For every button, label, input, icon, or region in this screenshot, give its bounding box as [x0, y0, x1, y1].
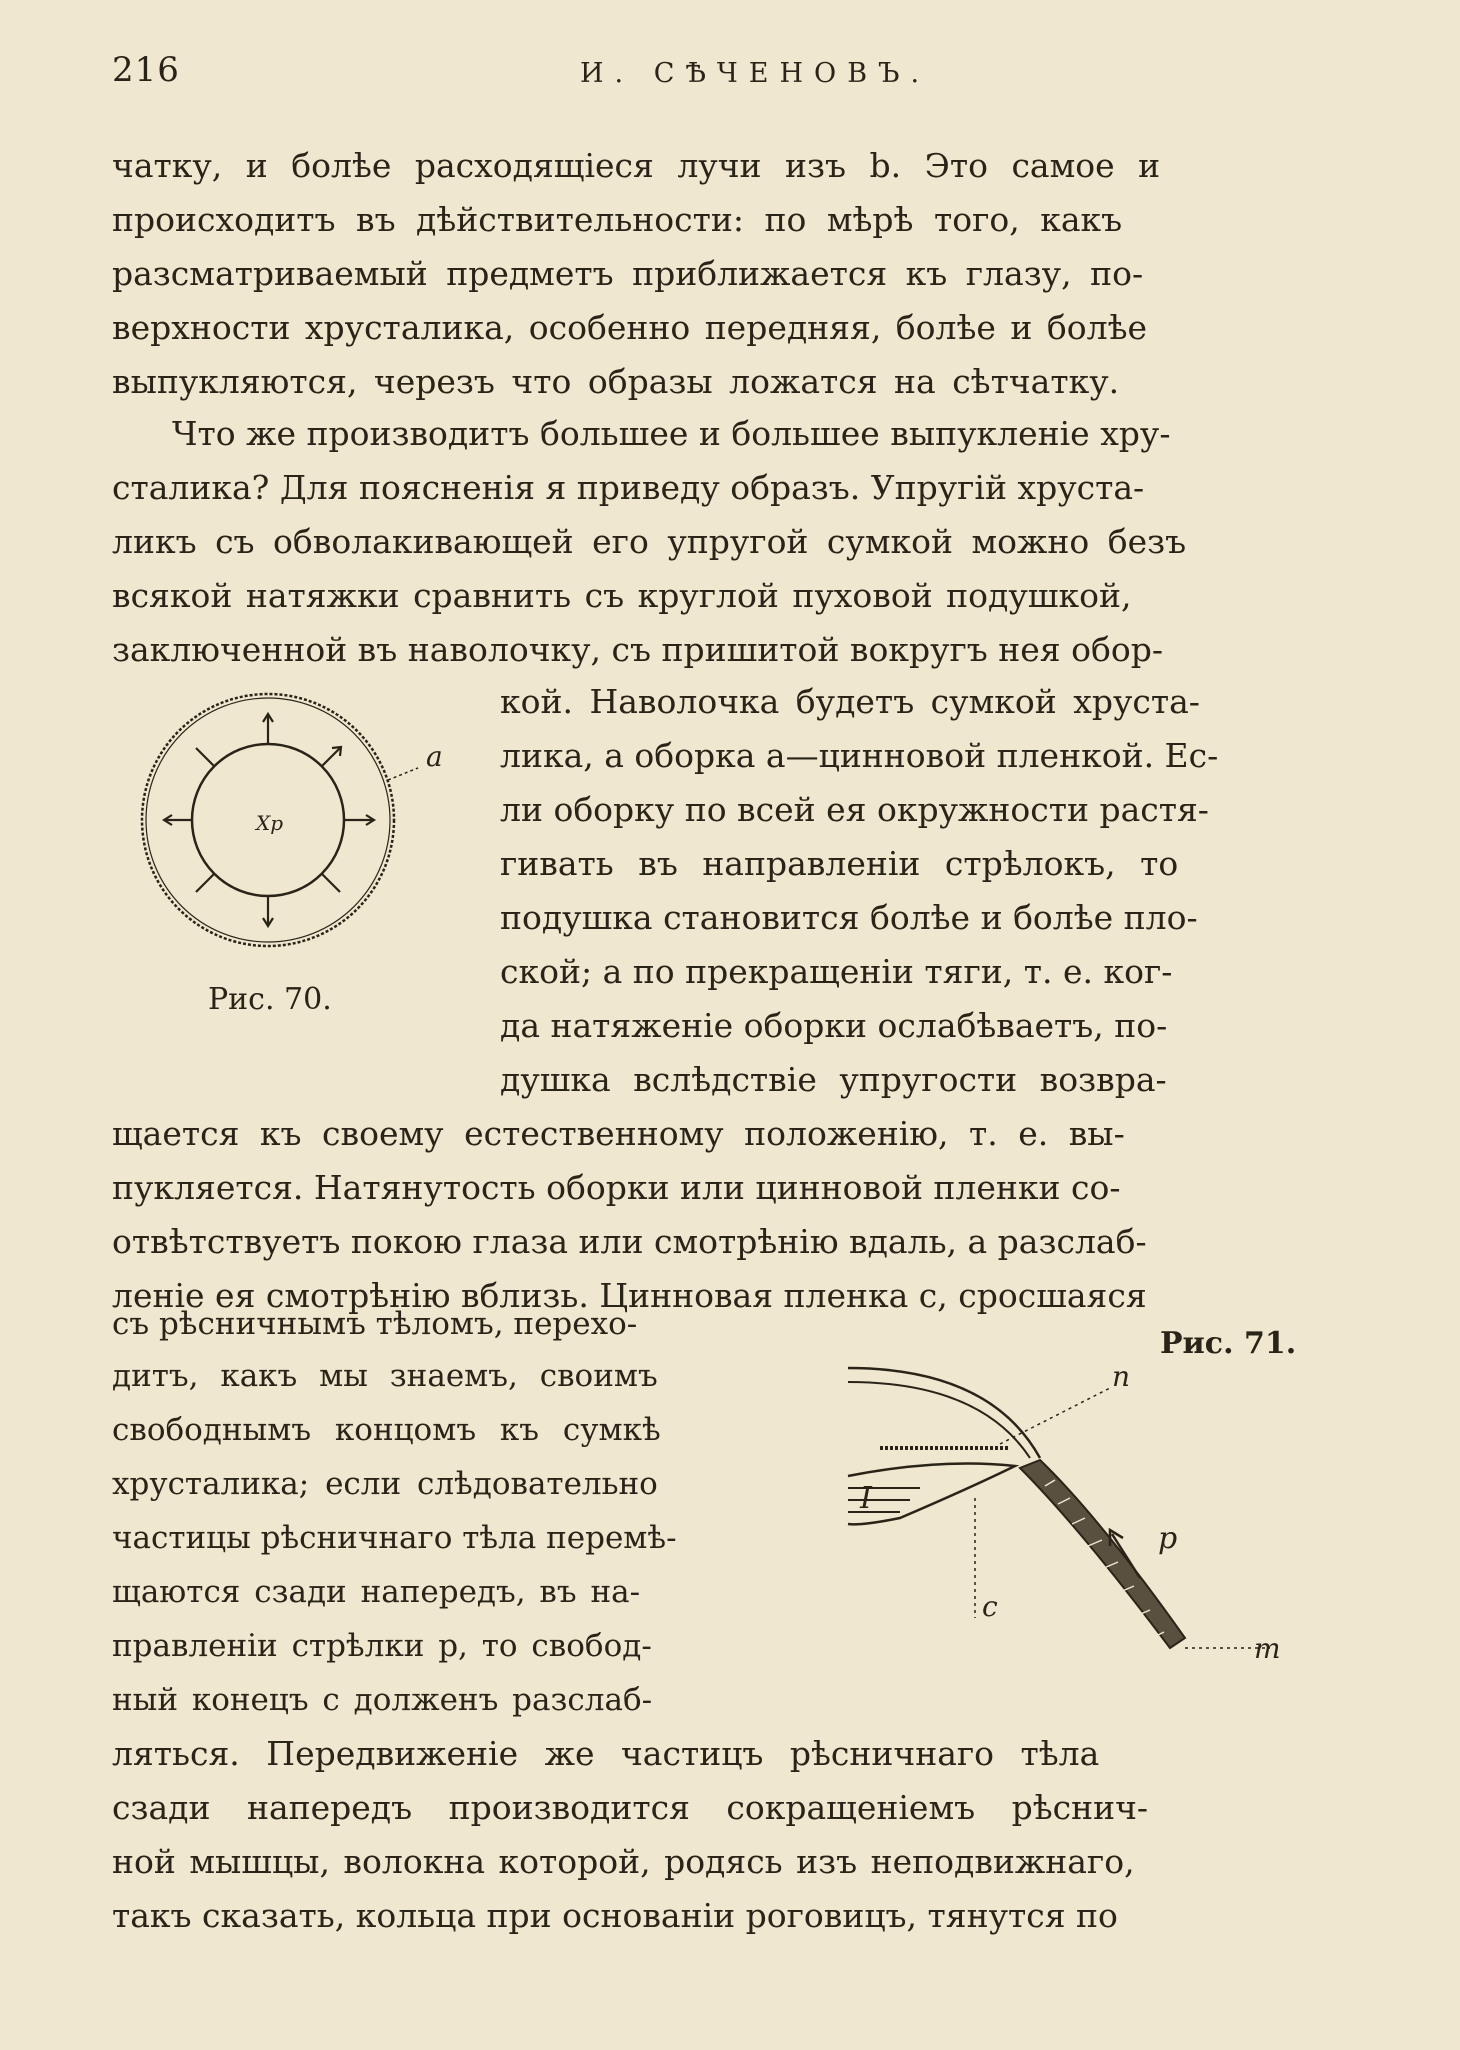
- text-line: такъ сказать, кольца при основаніи роговицъ, тянутся по: [112, 1896, 1118, 1935]
- text-line: ляться. Передвиженіе же частицъ рѣсничнаго тѣла: [112, 1734, 1100, 1773]
- label-p: p: [1158, 1521, 1178, 1556]
- text-line: всякой натяжки сравнить съ круглой пуховой подушкой,: [112, 576, 1132, 615]
- label-center: Хр: [256, 811, 284, 835]
- text-line: да натяженіе оборки ослабѣваетъ, по-: [500, 1006, 1168, 1045]
- text-line: заключенной въ наволочку, съ пришитой вокругъ нея обор-: [112, 630, 1163, 669]
- text-line: отвѣтствуетъ покою глаза или смотрѣнію вдаль, а разслаб-: [112, 1222, 1147, 1261]
- text-line: щается къ своему естественному положенію, т. е. вы-: [112, 1114, 1125, 1153]
- text-line: кой. Наволочка будетъ сумкой хруста-: [500, 682, 1200, 721]
- text-line: происходитъ въ дѣйствительности: по мѣрѣ того, какъ: [112, 200, 1123, 239]
- text-line: верхности хрусталика, особенно передняя, болѣе и болѣе: [112, 308, 1148, 347]
- text-line: частицы рѣсничнаго тѣла перемѣ-: [112, 1520, 677, 1556]
- text-line: ли оборку по всей ея окружности растя-: [500, 790, 1209, 829]
- text-line: ликъ съ обволакивающей его упругой сумкой можно безъ: [112, 522, 1187, 561]
- text-line: душка вслѣдствіе упругости возвра-: [500, 1060, 1167, 1099]
- pointer-a: [388, 768, 418, 780]
- text-line: гивать въ направленіи стрѣлокъ, то: [500, 844, 1179, 883]
- text-line: ской; а по прекращеніи тяги, т. е. ког-: [500, 952, 1173, 991]
- text-line: чатку, и болѣе расходящіеся лучи изъ b. Это самое и: [112, 146, 1161, 185]
- text-line: ный конецъ c долженъ разслаб-: [112, 1682, 653, 1718]
- text-line: лика, а оборка a—цинновой пленкой. Ес-: [500, 736, 1219, 775]
- label-m: m: [1254, 1632, 1281, 1665]
- figure-71-diagram: [840, 1348, 1310, 1688]
- text-line: выпукляются, черезъ что образы ложатся на сѣтчатку.: [112, 362, 1120, 401]
- text-line: ной мышцы, волокна которой, родясь изъ неподвижнаго,: [112, 1842, 1135, 1881]
- text-line: сталика? Для поясненія я приведу образъ. Упругій хруста-: [112, 468, 1145, 507]
- label-n: n: [1112, 1360, 1131, 1393]
- text-line: разсматриваемый предметъ приближается къ глазу, по-: [112, 254, 1144, 293]
- running-title: И. СѢЧЕНОВЪ.: [580, 58, 931, 89]
- label-c: c: [982, 1590, 998, 1623]
- figure-70-diagram: [118, 680, 448, 960]
- text-line: правленіи стрѣлки p, то свобод-: [112, 1628, 652, 1664]
- text-line: дитъ, какъ мы знаемъ, своимъ: [112, 1358, 658, 1394]
- text-line: пукляется. Натянутость оборки или цинновой пленки со-: [112, 1168, 1121, 1207]
- text-line: подушка становится болѣе и болѣе пло-: [500, 898, 1198, 937]
- page-number: 216: [112, 50, 180, 90]
- svg-text:I: I: [860, 1481, 872, 1516]
- label-a: a: [426, 740, 443, 773]
- text-line: съ рѣсничнымъ тѣломъ, перехо-: [112, 1306, 638, 1342]
- text-line: хрусталика; если слѣдовательно: [112, 1466, 658, 1502]
- figure-70-caption: Рис. 70.: [208, 982, 332, 1017]
- text-line: щаются сзади напередъ, въ на-: [112, 1574, 641, 1610]
- text-line: леніе ея смотрѣнію вблизь. Цинновая пленка c, сросшаяся: [112, 1276, 1147, 1315]
- figure-71-caption: Рис. 71.: [1160, 1326, 1297, 1361]
- text-line: свободнымъ концомъ къ сумкѣ: [112, 1412, 661, 1448]
- text-line: сзади напередъ производится сокращеніемъ рѣснич-: [112, 1788, 1149, 1827]
- text-line: Что же производитъ большее и большее выпукленіе хру-: [172, 414, 1171, 453]
